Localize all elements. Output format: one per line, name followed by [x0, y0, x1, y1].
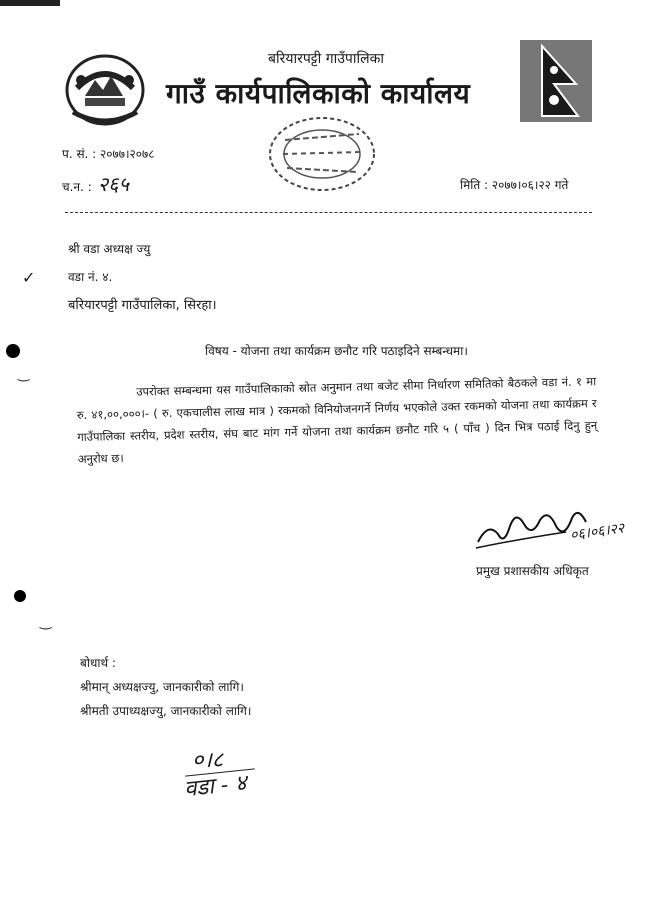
- scan-mark: ‿: [18, 366, 30, 382]
- office-title: गाउँ कार्यपालिकाको कार्यालय: [166, 77, 471, 110]
- letter-number: प. सं. : २०७७।२०७८: [62, 147, 155, 161]
- cc-line: श्रीमती उपाध्यक्षज्यु, जानकारीको लागि।: [80, 704, 252, 718]
- cc-label: बोधार्थ :: [80, 656, 116, 670]
- scan-mark: ‿: [40, 614, 52, 630]
- subject-line: विषय - योजना तथा कार्यक्रम छनौट गरि पठाइदिने सम्बन्धमा।: [205, 344, 468, 358]
- recipient-line: बरियारपट्टी गाउँपालिका, सिरहा।: [68, 298, 217, 313]
- dispatch-label: च.न. :: [62, 180, 92, 194]
- recipient-line: वडा नं. ४.: [68, 270, 113, 284]
- check-mark-icon: ✓: [22, 268, 36, 287]
- office-stamp: [265, 112, 380, 196]
- handwritten-note-top: ०।८: [192, 748, 224, 773]
- letter-body: उपरोक्त सम्बन्धमा यस गाउँपालिकाको स्रोत अनुमान तथा बजेट सीमा निर्धारण समितिको बैठकले वडा नं. १ मा रु. ४१,००,०००।- ( रु. एकचालीस लाख मात्र ) रकमको विनियोजनगर्ने निर्णय भएकोले उक्त रकमको योजना तथा कार्यक्रम र गाउँपालिका स्तरीय, प्रदेश स्तरीय, संघ बाट मांग गर्ने योजना तथा कार्यक्रम छनौट गरि ५ ( पाँच ) दिन भित्र पठाई दिनु हुन् अनुरोध छ।: [76, 374, 598, 466]
- handwritten-note-bottom: वडा - ४: [183, 770, 248, 803]
- municipality-name: बरियारपट्टी गाउँपालिका: [268, 51, 384, 67]
- nepal-emblem-icon: [63, 50, 147, 130]
- dispatch-value: २६५: [97, 172, 129, 196]
- letter-date: मिति : २०७७।०६।२२ गते: [460, 178, 569, 192]
- signature-date: ०६।०६।२२: [569, 520, 626, 544]
- nepal-flag-icon: [520, 40, 592, 122]
- cc-line: श्रीमान् अध्यक्षज्यु, जानकारीको लागि।: [80, 680, 244, 694]
- signatory-title: प्रमुख प्रशासकीय अधिकृत: [476, 564, 589, 578]
- header-divider: [65, 212, 592, 213]
- punch-hole: [6, 344, 20, 358]
- recipient-line: श्री वडा अध्यक्ष ज्यु: [68, 242, 151, 256]
- dispatch-number: [62, 170, 129, 197]
- scan-edge-artifact: [0, 0, 60, 6]
- punch-hole: [14, 590, 26, 602]
